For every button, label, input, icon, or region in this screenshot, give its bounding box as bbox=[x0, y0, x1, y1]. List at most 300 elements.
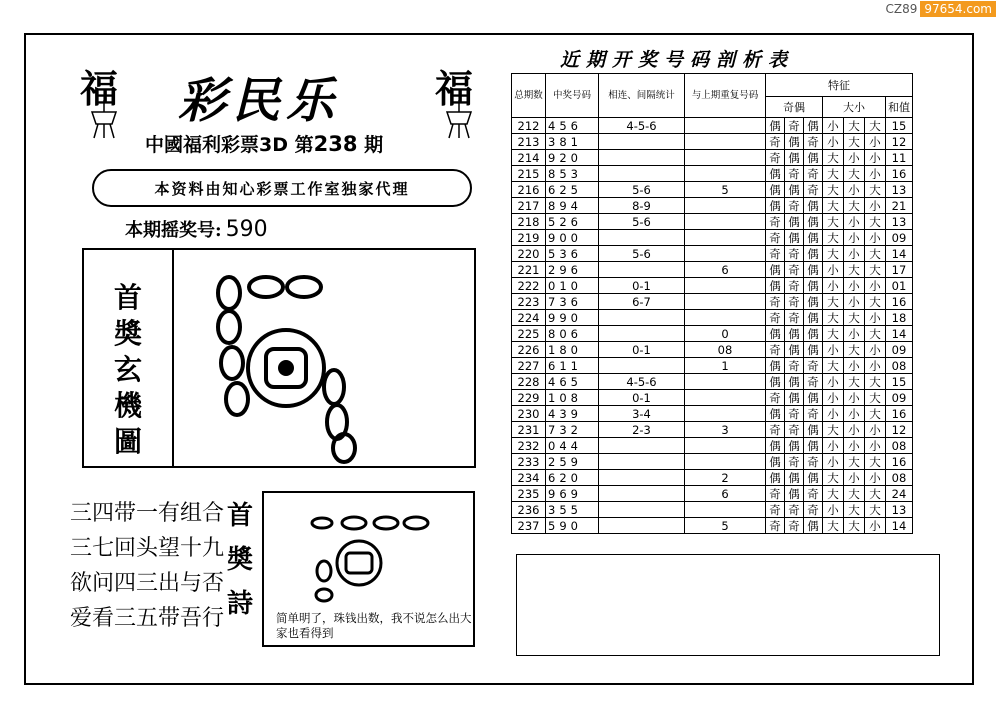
sum-cell: 08 bbox=[886, 358, 913, 374]
repeat-cell bbox=[685, 134, 766, 150]
odd-even-cell: 奇 bbox=[766, 390, 785, 406]
table-row bbox=[512, 438, 913, 454]
big-small-cell: 小 bbox=[865, 166, 886, 182]
repeat-cell: 08 bbox=[685, 342, 766, 358]
repeat-cell bbox=[685, 214, 766, 230]
table-row bbox=[512, 518, 913, 534]
big-small-cell: 大 bbox=[865, 406, 886, 422]
lantern-right-icon bbox=[439, 100, 479, 140]
issue-cell: 216 bbox=[512, 182, 546, 198]
number-cell: 894 bbox=[546, 198, 599, 214]
big-small-cell: 大 bbox=[823, 310, 844, 326]
big-small-cell: 小 bbox=[844, 182, 865, 198]
big-small-cell: 小 bbox=[823, 262, 844, 278]
big-small-cell: 小 bbox=[823, 374, 844, 390]
issue-cell: 235 bbox=[512, 486, 546, 502]
sum-cell: 14 bbox=[886, 518, 913, 534]
relation-cell bbox=[599, 358, 685, 374]
big-small-cell: 小 bbox=[844, 278, 865, 294]
issue-cell: 218 bbox=[512, 214, 546, 230]
odd-even-cell: 奇 bbox=[766, 134, 785, 150]
repeat-cell: 1 bbox=[685, 358, 766, 374]
relation-cell bbox=[599, 150, 685, 166]
odd-even-cell: 奇 bbox=[785, 358, 804, 374]
poem-line: 三四带一有组合 bbox=[70, 501, 225, 526]
odd-even-cell: 偶 bbox=[804, 342, 823, 358]
header-relation: 相连、间隔统计 bbox=[599, 74, 685, 118]
relation-cell bbox=[599, 454, 685, 470]
big-small-cell: 大 bbox=[844, 486, 865, 502]
sum-cell: 16 bbox=[886, 406, 913, 422]
table-title: 近期开奖号码剖析表 bbox=[560, 49, 795, 71]
big-small-cell: 大 bbox=[844, 502, 865, 518]
sum-cell: 14 bbox=[886, 246, 913, 262]
number-cell: 010 bbox=[546, 278, 599, 294]
issue-cell: 224 bbox=[512, 310, 546, 326]
issue-cell: 233 bbox=[512, 454, 546, 470]
table-row bbox=[512, 150, 913, 166]
agency-notice: 本资料由知心彩票工作室独家代理 bbox=[92, 169, 472, 207]
odd-even-cell: 偶 bbox=[766, 438, 785, 454]
big-small-cell: 大 bbox=[844, 310, 865, 326]
number-cell: 044 bbox=[546, 438, 599, 454]
number-cell: 381 bbox=[546, 134, 599, 150]
number-cell: 526 bbox=[546, 214, 599, 230]
odd-even-cell: 偶 bbox=[785, 342, 804, 358]
big-small-cell: 大 bbox=[865, 214, 886, 230]
issue-cell: 222 bbox=[512, 278, 546, 294]
repeat-cell: 5 bbox=[685, 518, 766, 534]
big-small-cell: 大 bbox=[823, 470, 844, 486]
repeat-cell bbox=[685, 502, 766, 518]
repeat-cell bbox=[685, 150, 766, 166]
number-cell: 465 bbox=[546, 374, 599, 390]
big-small-cell: 小 bbox=[865, 438, 886, 454]
big-small-cell: 小 bbox=[844, 438, 865, 454]
odd-even-cell: 奇 bbox=[804, 406, 823, 422]
big-small-cell: 小 bbox=[865, 310, 886, 326]
issue-cell: 230 bbox=[512, 406, 546, 422]
sum-cell: 13 bbox=[886, 502, 913, 518]
number-cell: 611 bbox=[546, 358, 599, 374]
odd-even-cell: 奇 bbox=[785, 406, 804, 422]
odd-even-cell: 奇 bbox=[785, 118, 804, 134]
odd-even-cell: 偶 bbox=[804, 262, 823, 278]
table-row bbox=[512, 390, 913, 406]
header-big-small: 大小 bbox=[823, 97, 886, 118]
odd-even-cell: 奇 bbox=[766, 246, 785, 262]
brand-title: 彩民乐 bbox=[178, 73, 341, 129]
panel-divider bbox=[172, 250, 174, 466]
subtitle-prefix: 中國福利彩票3D 第 bbox=[145, 134, 314, 156]
big-small-cell: 大 bbox=[844, 454, 865, 470]
poem-line: 爱看三五带吾行 bbox=[70, 606, 225, 631]
sum-cell: 14 bbox=[886, 326, 913, 342]
sum-cell: 11 bbox=[886, 150, 913, 166]
odd-even-cell: 奇 bbox=[785, 422, 804, 438]
blank-notes-box bbox=[516, 554, 940, 656]
table-row bbox=[512, 118, 913, 134]
big-small-cell: 小 bbox=[865, 518, 886, 534]
first-prize-puzzle-panel bbox=[82, 248, 476, 468]
big-small-cell: 小 bbox=[844, 214, 865, 230]
table-row bbox=[512, 358, 913, 374]
panel1-title-char: 玄 bbox=[113, 353, 142, 386]
panel2-note: 简单明了，珠钱出数，我不说怎么出大家也看得到 bbox=[276, 611, 472, 640]
relation-cell bbox=[599, 134, 685, 150]
issue-cell: 215 bbox=[512, 166, 546, 182]
relation-cell: 0-1 bbox=[599, 278, 685, 294]
big-small-cell: 小 bbox=[844, 294, 865, 310]
big-small-cell: 小 bbox=[823, 406, 844, 422]
odd-even-cell: 偶 bbox=[804, 150, 823, 166]
sum-cell: 16 bbox=[886, 294, 913, 310]
big-small-cell: 大 bbox=[844, 118, 865, 134]
big-small-cell: 大 bbox=[865, 118, 886, 134]
sum-cell: 09 bbox=[886, 342, 913, 358]
relation-cell bbox=[599, 470, 685, 486]
odd-even-cell: 奇 bbox=[785, 198, 804, 214]
sum-cell: 16 bbox=[886, 454, 913, 470]
sum-cell: 24 bbox=[886, 486, 913, 502]
big-small-cell: 小 bbox=[865, 278, 886, 294]
big-small-cell: 大 bbox=[844, 166, 865, 182]
panel1-title-char: 奬 bbox=[113, 317, 142, 350]
table-row bbox=[512, 214, 913, 230]
table-row bbox=[512, 230, 913, 246]
odd-even-cell: 偶 bbox=[804, 294, 823, 310]
issue-cell: 219 bbox=[512, 230, 546, 246]
odd-even-cell: 奇 bbox=[804, 166, 823, 182]
repeat-cell bbox=[685, 310, 766, 326]
issue-cell: 221 bbox=[512, 262, 546, 278]
odd-even-cell: 奇 bbox=[804, 454, 823, 470]
odd-even-cell: 偶 bbox=[804, 470, 823, 486]
sum-cell: 21 bbox=[886, 198, 913, 214]
odd-even-cell: 偶 bbox=[804, 326, 823, 342]
table-row bbox=[512, 454, 913, 470]
big-small-cell: 小 bbox=[823, 438, 844, 454]
odd-even-cell: 偶 bbox=[766, 454, 785, 470]
big-small-cell: 大 bbox=[823, 486, 844, 502]
table-row bbox=[512, 422, 913, 438]
relation-cell: 4-5-6 bbox=[599, 374, 685, 390]
draw-analysis-table bbox=[511, 73, 913, 534]
repeat-cell bbox=[685, 166, 766, 182]
poem-line: 欲问四三出与否 bbox=[70, 571, 225, 596]
big-small-cell: 大 bbox=[865, 486, 886, 502]
odd-even-cell: 奇 bbox=[766, 230, 785, 246]
table-row bbox=[512, 182, 913, 198]
big-small-cell: 大 bbox=[823, 230, 844, 246]
big-small-cell: 大 bbox=[844, 262, 865, 278]
table-row bbox=[512, 278, 913, 294]
panel1-title bbox=[104, 280, 152, 460]
big-small-cell: 小 bbox=[823, 390, 844, 406]
odd-even-cell: 偶 bbox=[785, 374, 804, 390]
big-small-cell: 小 bbox=[823, 134, 844, 150]
big-small-cell: 大 bbox=[823, 358, 844, 374]
odd-even-cell: 奇 bbox=[785, 502, 804, 518]
big-small-cell: 大 bbox=[865, 390, 886, 406]
draw-line bbox=[125, 216, 268, 242]
table-row bbox=[512, 406, 913, 422]
header-number: 中奖号码 bbox=[546, 74, 599, 118]
number-cell: 108 bbox=[546, 390, 599, 406]
number-cell: 853 bbox=[546, 166, 599, 182]
header-odd-even: 奇偶 bbox=[766, 97, 823, 118]
odd-even-cell: 偶 bbox=[766, 374, 785, 390]
relation-cell: 5-6 bbox=[599, 214, 685, 230]
repeat-cell: 2 bbox=[685, 470, 766, 486]
odd-even-cell: 偶 bbox=[804, 214, 823, 230]
repeat-cell bbox=[685, 454, 766, 470]
repeat-cell: 0 bbox=[685, 326, 766, 342]
number-cell: 625 bbox=[546, 182, 599, 198]
lantern-left-icon bbox=[84, 100, 124, 140]
issue-cell: 227 bbox=[512, 358, 546, 374]
relation-cell: 5-6 bbox=[599, 182, 685, 198]
big-small-cell: 小 bbox=[865, 470, 886, 486]
issue-cell: 220 bbox=[512, 246, 546, 262]
relation-cell: 5-6 bbox=[599, 246, 685, 262]
issue-cell: 228 bbox=[512, 374, 546, 390]
sum-cell: 17 bbox=[886, 262, 913, 278]
panel2-title-char: 詩 bbox=[226, 589, 253, 619]
issue-cell: 237 bbox=[512, 518, 546, 534]
issue-cell: 217 bbox=[512, 198, 546, 214]
odd-even-cell: 偶 bbox=[785, 438, 804, 454]
big-small-cell: 小 bbox=[823, 502, 844, 518]
big-small-cell: 大 bbox=[823, 246, 844, 262]
number-cell: 900 bbox=[546, 230, 599, 246]
issue-cell: 213 bbox=[512, 134, 546, 150]
odd-even-cell: 奇 bbox=[804, 358, 823, 374]
odd-even-cell: 偶 bbox=[804, 198, 823, 214]
issue-cell: 229 bbox=[512, 390, 546, 406]
odd-even-cell: 偶 bbox=[785, 326, 804, 342]
odd-even-cell: 奇 bbox=[766, 518, 785, 534]
sum-cell: 08 bbox=[886, 470, 913, 486]
panel2-title-char: 首 bbox=[226, 501, 253, 531]
odd-even-cell: 奇 bbox=[785, 518, 804, 534]
issue-cell: 212 bbox=[512, 118, 546, 134]
big-small-cell: 大 bbox=[865, 294, 886, 310]
odd-even-cell: 奇 bbox=[766, 214, 785, 230]
relation-cell bbox=[599, 518, 685, 534]
odd-even-cell: 偶 bbox=[785, 182, 804, 198]
number-cell: 456 bbox=[546, 118, 599, 134]
odd-even-cell: 偶 bbox=[804, 118, 823, 134]
sum-cell: 15 bbox=[886, 374, 913, 390]
odd-even-cell: 奇 bbox=[766, 422, 785, 438]
odd-even-cell: 奇 bbox=[804, 486, 823, 502]
odd-even-cell: 奇 bbox=[785, 294, 804, 310]
big-small-cell: 小 bbox=[844, 358, 865, 374]
odd-even-cell: 奇 bbox=[785, 246, 804, 262]
big-small-cell: 大 bbox=[865, 454, 886, 470]
number-cell: 990 bbox=[546, 310, 599, 326]
table-row bbox=[512, 374, 913, 390]
odd-even-cell: 奇 bbox=[785, 310, 804, 326]
odd-even-cell: 偶 bbox=[785, 134, 804, 150]
odd-even-cell: 奇 bbox=[804, 134, 823, 150]
relation-cell: 6-7 bbox=[599, 294, 685, 310]
odd-even-cell: 偶 bbox=[804, 518, 823, 534]
number-cell: 180 bbox=[546, 342, 599, 358]
sum-cell: 18 bbox=[886, 310, 913, 326]
big-small-cell: 大 bbox=[865, 182, 886, 198]
big-small-cell: 小 bbox=[844, 470, 865, 486]
sum-cell: 16 bbox=[886, 166, 913, 182]
sum-cell: 13 bbox=[886, 182, 913, 198]
big-small-cell: 大 bbox=[865, 326, 886, 342]
number-cell: 732 bbox=[546, 422, 599, 438]
odd-even-cell: 奇 bbox=[804, 182, 823, 198]
big-small-cell: 大 bbox=[844, 134, 865, 150]
relation-cell: 8-9 bbox=[599, 198, 685, 214]
number-cell: 296 bbox=[546, 262, 599, 278]
relation-cell: 2-3 bbox=[599, 422, 685, 438]
repeat-cell bbox=[685, 118, 766, 134]
panel1-title-char: 首 bbox=[113, 281, 142, 314]
odd-even-cell: 偶 bbox=[766, 470, 785, 486]
table-row bbox=[512, 294, 913, 310]
table-row bbox=[512, 198, 913, 214]
sum-cell: 12 bbox=[886, 134, 913, 150]
big-small-cell: 小 bbox=[844, 422, 865, 438]
odd-even-cell: 奇 bbox=[804, 502, 823, 518]
relation-cell bbox=[599, 230, 685, 246]
relation-cell: 4-5-6 bbox=[599, 118, 685, 134]
big-small-cell: 小 bbox=[865, 134, 886, 150]
relation-cell bbox=[599, 310, 685, 326]
sum-cell: 15 bbox=[886, 118, 913, 134]
panel2-title-char: 奬 bbox=[226, 545, 253, 575]
relation-cell bbox=[599, 502, 685, 518]
repeat-cell bbox=[685, 438, 766, 454]
big-small-cell: 小 bbox=[844, 390, 865, 406]
draw-number: 590 bbox=[225, 217, 268, 242]
sum-cell: 01 bbox=[886, 278, 913, 294]
odd-even-cell: 偶 bbox=[804, 278, 823, 294]
table-row bbox=[512, 502, 913, 518]
repeat-cell bbox=[685, 198, 766, 214]
watermark-site: 97654.com bbox=[920, 1, 996, 17]
relation-cell: 0-1 bbox=[599, 390, 685, 406]
big-small-cell: 小 bbox=[823, 278, 844, 294]
odd-even-cell: 奇 bbox=[766, 310, 785, 326]
odd-even-cell: 偶 bbox=[804, 230, 823, 246]
panel1-title-char: 機 bbox=[113, 389, 142, 422]
repeat-cell bbox=[685, 390, 766, 406]
big-small-cell: 小 bbox=[844, 230, 865, 246]
number-cell: 259 bbox=[546, 454, 599, 470]
big-small-cell: 大 bbox=[844, 518, 865, 534]
sum-cell: 09 bbox=[886, 390, 913, 406]
big-small-cell: 大 bbox=[823, 326, 844, 342]
header-issue: 总期数 bbox=[512, 74, 546, 118]
odd-even-cell: 奇 bbox=[804, 374, 823, 390]
big-small-cell: 小 bbox=[865, 198, 886, 214]
big-small-cell: 大 bbox=[844, 374, 865, 390]
table-row bbox=[512, 246, 913, 262]
odd-even-cell: 奇 bbox=[766, 486, 785, 502]
big-small-cell: 小 bbox=[865, 342, 886, 358]
sum-cell: 08 bbox=[886, 438, 913, 454]
watermark bbox=[886, 2, 997, 16]
draw-label: 本期摇奖号: bbox=[125, 220, 222, 241]
odd-even-cell: 偶 bbox=[785, 470, 804, 486]
repeat-cell: 6 bbox=[685, 486, 766, 502]
relation-cell: 3-4 bbox=[599, 406, 685, 422]
issue-cell: 232 bbox=[512, 438, 546, 454]
odd-even-cell: 偶 bbox=[766, 166, 785, 182]
repeat-cell bbox=[685, 278, 766, 294]
big-small-cell: 大 bbox=[823, 150, 844, 166]
watermark-prefix: CZ89 bbox=[885, 2, 918, 16]
table-row bbox=[512, 310, 913, 326]
odd-even-cell: 偶 bbox=[766, 358, 785, 374]
table-row bbox=[512, 486, 913, 502]
odd-even-cell: 偶 bbox=[766, 278, 785, 294]
big-small-cell: 小 bbox=[844, 150, 865, 166]
repeat-cell bbox=[685, 374, 766, 390]
odd-even-cell: 偶 bbox=[766, 262, 785, 278]
repeat-cell bbox=[685, 230, 766, 246]
fu-right-glyph: 福 bbox=[435, 66, 474, 111]
big-small-cell: 小 bbox=[865, 422, 886, 438]
big-small-cell: 小 bbox=[865, 358, 886, 374]
poem bbox=[70, 496, 224, 636]
big-small-cell: 大 bbox=[844, 342, 865, 358]
issue-cell: 214 bbox=[512, 150, 546, 166]
repeat-cell bbox=[685, 246, 766, 262]
table-row bbox=[512, 166, 913, 182]
number-cell: 590 bbox=[546, 518, 599, 534]
odd-even-cell: 奇 bbox=[766, 294, 785, 310]
big-small-cell: 小 bbox=[823, 118, 844, 134]
sum-cell: 12 bbox=[886, 422, 913, 438]
odd-even-cell: 偶 bbox=[766, 406, 785, 422]
relation-cell bbox=[599, 486, 685, 502]
poem-line: 三七回头望十九 bbox=[70, 536, 225, 561]
big-small-cell: 大 bbox=[823, 214, 844, 230]
repeat-cell: 3 bbox=[685, 422, 766, 438]
odd-even-cell: 奇 bbox=[766, 150, 785, 166]
odd-even-cell: 奇 bbox=[785, 454, 804, 470]
odd-even-cell: 偶 bbox=[785, 150, 804, 166]
big-small-cell: 小 bbox=[865, 150, 886, 166]
repeat-cell bbox=[685, 294, 766, 310]
big-small-cell: 小 bbox=[823, 454, 844, 470]
number-cell: 439 bbox=[546, 406, 599, 422]
odd-even-cell: 奇 bbox=[766, 342, 785, 358]
sum-cell: 13 bbox=[886, 214, 913, 230]
relation-cell bbox=[599, 326, 685, 342]
odd-even-cell: 偶 bbox=[804, 310, 823, 326]
number-cell: 620 bbox=[546, 470, 599, 486]
relation-cell: 0-1 bbox=[599, 342, 685, 358]
big-small-cell: 小 bbox=[823, 342, 844, 358]
number-cell: 969 bbox=[546, 486, 599, 502]
issue-cell: 225 bbox=[512, 326, 546, 342]
big-small-cell: 小 bbox=[865, 230, 886, 246]
header-repeat: 与上期重复号码 bbox=[685, 74, 766, 118]
odd-even-cell: 偶 bbox=[804, 390, 823, 406]
odd-even-cell: 偶 bbox=[804, 422, 823, 438]
big-small-cell: 大 bbox=[865, 502, 886, 518]
